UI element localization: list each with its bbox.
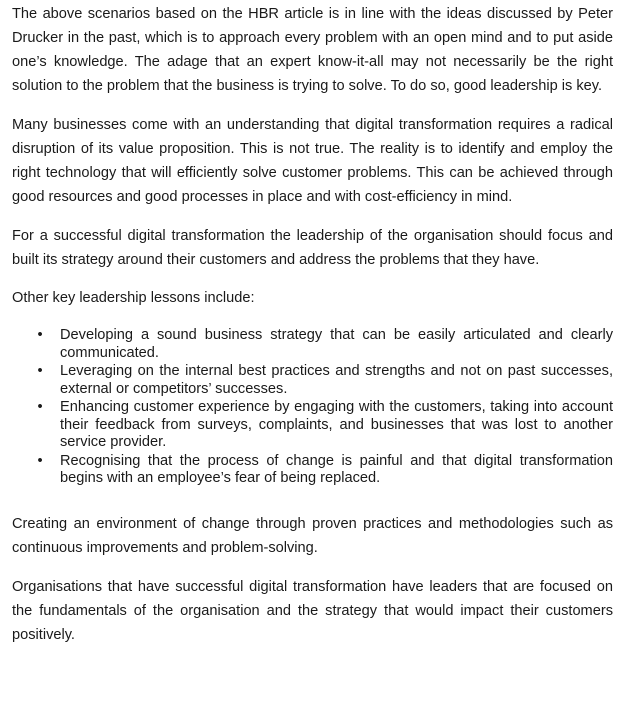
paragraph-lessons-intro: Other key leadership lessons include: xyxy=(12,290,255,306)
paragraph-successful-organisations: Organisations that have successful digital transformation have leaders that are focused on the fundamentals of the organisation and the strategy that would impact their customers positively. xyxy=(12,578,613,643)
bullet-icon: • xyxy=(37,363,43,379)
list-item-text: Leveraging on the internal best practices and strengths and not on past successes, external or competitors’ successes. xyxy=(60,363,613,397)
bullet-icon: • xyxy=(37,452,43,469)
list-item xyxy=(37,399,613,452)
paragraph-digital-transformation-myth: Many businesses come with an understanding that digital transformation requires a radical disruption of its value proposition. This is not true. The reality is to identify and employ the right technology that will efficiently solve customer problems. This can be achieved through good resources and good processes in place and with cost-efficiency in mind. xyxy=(12,117,613,205)
list-item xyxy=(37,452,613,488)
paragraph-environment-of-change: Creating an environment of change through proven practices and methodologies such as continuous improvements and problem-solving. xyxy=(12,515,613,556)
document-page xyxy=(12,2,613,647)
bullet-icon: • xyxy=(37,399,43,415)
list-item-text: Recognising that the process of change is painful and that digital transformation begins with an employee’s fear of being replaced. xyxy=(60,452,613,486)
list-item xyxy=(37,363,613,398)
leadership-lessons-list xyxy=(12,327,613,488)
list-item-text: Enhancing customer experience by engaging with the customers, taking into account their feedback from surveys, complaints, and businesses that was lost to another service provider. xyxy=(60,399,613,450)
paragraph-hbr-drucker: The above scenarios based on the HBR article is in line with the ideas discussed by Peter Drucker in the past, which is to approach every problem with an open mind and to put aside one’s knowledge. The adage that an expert know-it-all may not necessarily be the right solution to the problem that the business is trying to solve. To do so, good leadership is key. xyxy=(12,6,613,94)
list-item xyxy=(37,327,613,362)
list-item-text: Developing a sound business strategy that can be easily articulated and clearly communicated. xyxy=(60,327,613,361)
bullet-icon: • xyxy=(37,327,43,343)
paragraph-customer-focus: For a successful digital transformation the leadership of the organisation should focus and built its strategy around their customers and address the problems that they have. xyxy=(12,228,613,268)
